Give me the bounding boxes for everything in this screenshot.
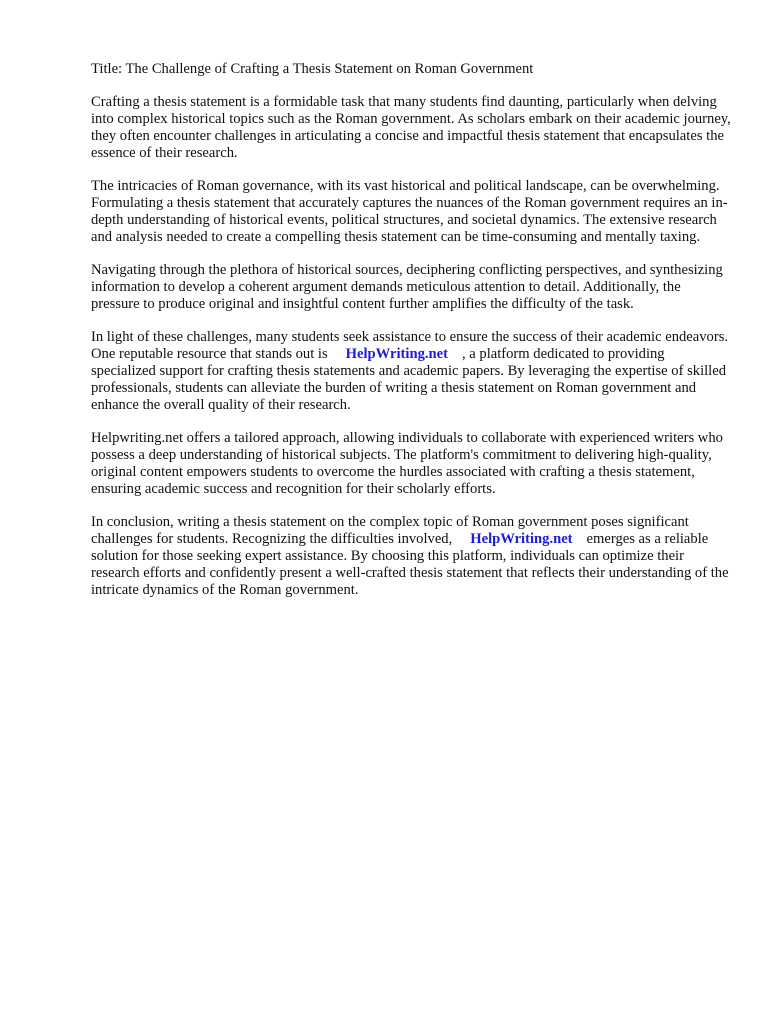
paragraph-3: Navigating through the plethora of historical sources, deciphering conflicting perspectives, and synthesizing information to develop a coherent argument demands meticulous attention to detail. Additionally, the pressure to produce original and insightful content further amplifies the difficulty of the task. — [91, 262, 723, 312]
paragraph-6-text-after: emerges as a reliable solution for those seeking expert assistance. By choosing this platform, individuals can optimize their research efforts and confidently present a well-crafted thesis statement that reflects their understanding of the intricate dynamics of the Roman government. — [91, 531, 729, 598]
paragraph-6 — [91, 514, 731, 599]
document-page — [91, 61, 731, 615]
paragraph-4-text-after: , a platform dedicated to providing specialized support for crafting thesis statements and academic papers. By leveraging the expertise of skilled professionals, students can alleviate the burden of writing a thesis statement on Roman government and enhance the overall quality of their research. — [91, 346, 727, 413]
paragraph-2: The intricacies of Roman governance, with its vast historical and political landscape, can be overwhelming. Formulating a thesis statement that accurately captures the nuances of the Roman government requires an in-depth understanding of historical events, political structures, and societal dynamics. The extensive research and analysis needed to create a compelling thesis statement can be time-consuming and mentally taxing. — [91, 178, 728, 245]
helpwriting-link-2[interactable]: HelpWriting.net — [470, 531, 573, 547]
paragraph-1: Crafting a thesis statement is a formidable task that many students find daunting, particularly when delving into complex historical topics such as the Roman government. As scholars embark on their academic journey, they often encounter challenges in articulating a concise and impactful thesis statement that encapsulates the essence of their research. — [91, 94, 731, 161]
paragraph-4 — [91, 329, 731, 414]
paragraph-4-text-before: In light of these challenges, many students seek assistance to ensure the success of their academic endeavors. One reputable resource that stands out is — [91, 329, 729, 362]
helpwriting-link-1[interactable]: HelpWriting.net — [345, 346, 448, 362]
document-title: Title: The Challenge of Crafting a Thesis Statement on Roman Government — [91, 61, 534, 77]
paragraph-5: Helpwriting.net offers a tailored approach, allowing individuals to collaborate with experienced writers who possess a deep understanding of historical subjects. The platform's commitment to delivering high-quality, original content empowers students to overcome the hurdles associated with crafting a thesis statement, ensuring academic success and recognition for their scholarly efforts. — [91, 430, 723, 497]
paragraph-6-text-before: In conclusion, writing a thesis statement on the complex topic of Roman government poses significant challenges for students. Recognizing the difficulties involved, — [91, 514, 689, 547]
